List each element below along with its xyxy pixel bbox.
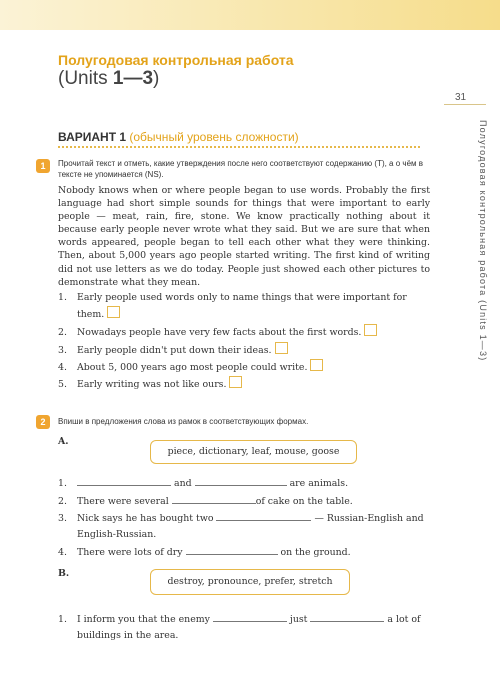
task-1-badge: 1	[36, 159, 50, 173]
statement-1	[58, 291, 407, 304]
sentence-text: are animals.	[289, 478, 349, 489]
statement-text: them.	[77, 309, 105, 320]
variant-level: (обычный уровень сложности)	[129, 130, 299, 144]
sentence-text: There were several	[77, 496, 169, 507]
statement-text: Early people didn't put down their ideas.	[77, 345, 272, 356]
statement-1-cont	[77, 306, 120, 321]
answer-checkbox[interactable]	[310, 359, 323, 371]
statement-number: 2.	[58, 327, 67, 338]
gap-sentence-b1	[58, 612, 421, 626]
sentence-text: a lot of	[387, 614, 421, 625]
gap-sentence-a2	[58, 494, 353, 508]
gap-sentence-b1-cont	[77, 629, 178, 642]
statement-text: Nowadays people have very few facts about the first words.	[77, 327, 362, 338]
sentence-text: English-Russian.	[77, 529, 157, 540]
statement-4	[58, 359, 323, 374]
page-subtitle	[58, 68, 159, 90]
side-divider	[444, 104, 486, 105]
answer-blank[interactable]	[195, 476, 287, 486]
statement-text: Early writing was not like ours.	[77, 379, 227, 390]
answer-blank[interactable]	[310, 612, 384, 622]
task-1-instruction: Прочитай текст и отметь, какие утверждения после него соответствуют содержанию (T), а о чём в тексте не упоминается (NS).	[58, 159, 423, 179]
answer-blank[interactable]	[77, 476, 171, 486]
sentence-number: 2.	[58, 496, 67, 507]
sentence-text: and	[173, 478, 192, 489]
gap-sentence-a4	[58, 545, 351, 559]
subtitle-suffix: )	[153, 68, 160, 89]
subtitle-units: 1—3	[112, 68, 154, 89]
sentence-number: 1.	[58, 478, 67, 489]
top-color-bar	[0, 0, 500, 30]
statement-5	[58, 376, 242, 391]
sentence-text: I inform you that the enemy	[77, 614, 210, 625]
gap-sentence-a3-cont	[77, 528, 156, 541]
sentence-text: Nick says he has bought two	[77, 513, 214, 524]
dotted-divider	[58, 146, 420, 150]
answer-blank[interactable]	[216, 511, 311, 521]
task-2-instruction: Впиши в предложения слова из рамок в соответствующих формах.	[58, 417, 309, 426]
variant-label: ВАРИАНТ 1	[58, 130, 127, 144]
gap-sentence-a3	[58, 511, 424, 525]
answer-checkbox[interactable]	[107, 306, 120, 318]
statement-3	[58, 342, 288, 357]
sentence-number: 1.	[58, 614, 67, 625]
statement-number: 4.	[58, 362, 67, 373]
section-a-letter: A.	[58, 436, 69, 447]
statement-number: 1.	[58, 292, 67, 303]
answer-blank[interactable]	[186, 545, 278, 555]
statement-text: Early people used words only to name things that were important for	[77, 292, 407, 303]
side-running-title: Полугодовая контрольная работа (Units 1—3)	[478, 120, 488, 362]
subtitle-prefix: (Units	[58, 68, 113, 89]
statement-2	[58, 324, 377, 339]
word-box-a: piece, dictionary, leaf, mouse, goose	[150, 440, 357, 464]
sentence-text: buildings in the area.	[77, 630, 179, 641]
answer-blank[interactable]	[172, 494, 256, 504]
statement-text: About 5, 000 years ago most people could write.	[77, 362, 308, 373]
page-number: 31	[455, 92, 467, 103]
sentence-number: 4.	[58, 547, 67, 558]
sentence-number: 3.	[58, 513, 67, 524]
sentence-text: just	[289, 614, 308, 625]
page-title: Полугодовая контрольная работа	[58, 52, 294, 68]
statement-number: 3.	[58, 345, 67, 356]
section-b-letter: B.	[58, 568, 70, 579]
answer-blank[interactable]	[213, 612, 287, 622]
answer-checkbox[interactable]	[229, 376, 242, 388]
word-box-b: destroy, pronounce, prefer, stretch	[150, 569, 350, 595]
variant-heading	[58, 130, 299, 144]
answer-checkbox[interactable]	[364, 324, 377, 336]
reading-text: Nobody knows when or where people began to use words. Probably the first language had short simple sounds for things that were important to early people — meat, rain, fire, stone. We know practically nothing about it because early people never wrote what they said. But we are sure that when words appeared, people began to tell each other what they were thinking. Then, about 5,000 years ago people started writing. The first kind of writing did not use letters as we do today. People just showed each other pictures to demonstrate what they mean.	[58, 185, 430, 288]
sentence-text: of cake on the table.	[255, 496, 353, 507]
task-2-badge: 2	[36, 415, 50, 429]
statement-number: 5.	[58, 379, 67, 390]
sentence-text: There were lots of dry	[77, 547, 183, 558]
answer-checkbox[interactable]	[275, 342, 288, 354]
sentence-text: — Russian-English and	[314, 513, 424, 524]
gap-sentence-a1	[58, 476, 348, 490]
sentence-text: on the ground.	[280, 547, 351, 558]
